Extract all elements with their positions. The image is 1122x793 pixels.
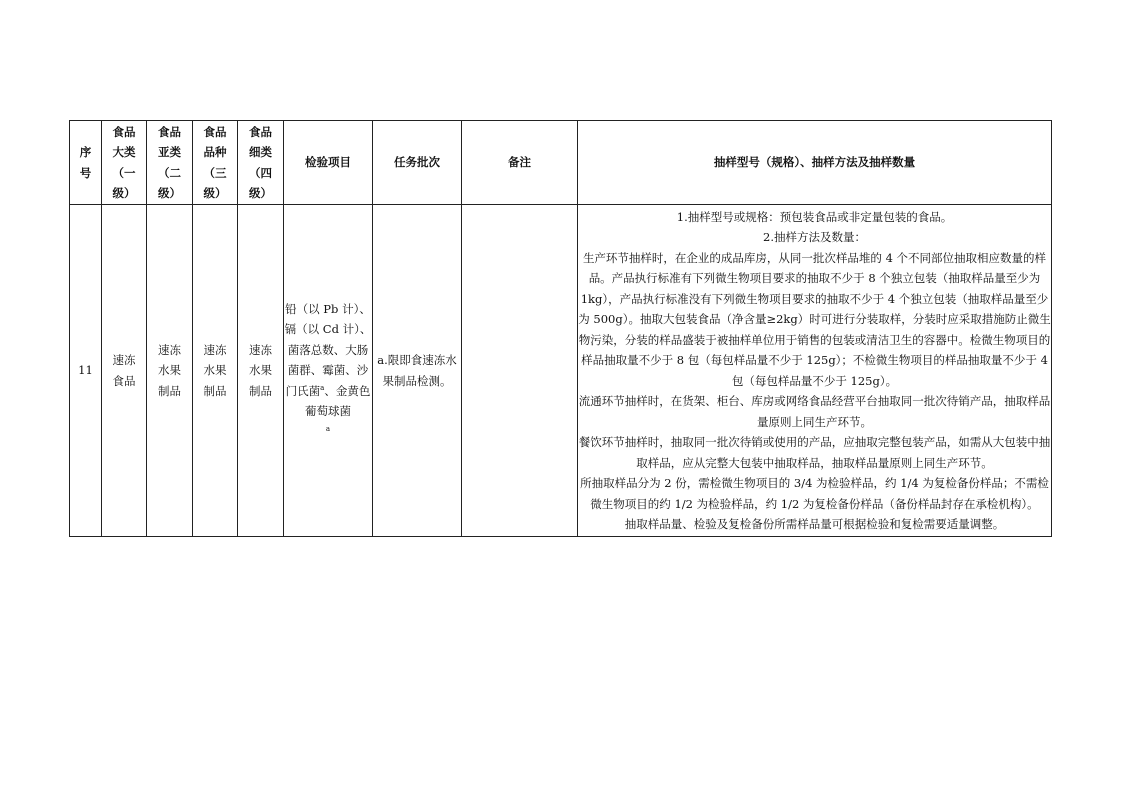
method-line: 抽取样品量、检验及复检备份所需样品量可根据检验和复检需要适量调整。 [624,517,1005,531]
sampling-table [69,120,1052,537]
header-seq: 序号 [70,121,102,205]
inspection-items-text: 铅（以 Pb 计）、镉（以 Cd 计）、菌落总数、大肠菌群、霉菌、沙门氏菌 [284,301,372,398]
method-line: 流通环节抽样时，在货架、柜台、库房或网络食品经营平台抽取同一批次待销产品，抽取样品量原则上同生产环节。 [578,394,1051,429]
header-category-level1: 食品大类（一级） [102,121,147,205]
method-line: 2.抽样方法及数量： [763,230,866,244]
cell-category-level4: 速冻水果制品 [238,205,284,537]
header-task-batch: 任务批次 [373,121,462,205]
header-sampling-method: 抽样型号（规格）、抽样方法及抽样数量 [578,121,1052,205]
header-category-level2: 食品亚类（二级） [147,121,193,205]
footnote-marker: a [320,383,325,392]
cell-seq: 11 [70,205,102,537]
cell-category-level3: 速冻水果制品 [193,205,238,537]
method-line: 所抽取样品分为 2 份，需检微生物项目的 3/4 为检验样品，约 1/4 为复检备份样品；不需检微生物项目的约 1/2 为检验样品，约 1/2 为复检备份样品（备份样品封存在承检机构）。 [580,476,1049,511]
header-category-level4: 食品细类（四级） [238,121,284,205]
header-row [70,121,1052,205]
header-category-level3: 食品品种（三级） [193,121,238,205]
cell-category-level1: 速冻食品 [102,205,147,537]
method-line: 餐饮环节抽样时，抽取同一批次待销或使用的产品，应抽取完整包装产品，如需从大包装中抽取样品，应从完整大包装中抽取样品，抽取样品量原则上同生产环节。 [578,435,1051,470]
header-remark: 备注 [462,121,578,205]
table-row [70,205,1052,537]
cell-sampling-method [578,205,1052,537]
method-line: 生产环节抽样时，在企业的成品库房，从同一批次样品堆的 4 个不同部位抽取相应数量的样品。产品执行标准有下列微生物项目要求的抽取不少于 8 个独立包装（抽取样品量至少为 1kg），产品执行标准没有下列微生物项目要求的抽取不少于 4 个独立包装（抽取样品量至少为 500g）。抽取大包装食品（净含量≥2kg）时可进行分装取样，分装时应采取措施防止微生物污染，分装的样品盛装于被抽样单位用于销售的包装或清洁卫生的容器中。检微生物项目的样品抽取量不少于 8 包（每包样品量不少于 125g）；不检微生物项目的样品抽取量不少于 4 包（每包样品量不少于 125g）。 [578,250,1051,388]
cell-category-level2: 速冻水果制品 [147,205,193,537]
header-inspection-items: 检验项目 [284,121,373,205]
inspection-items-tail: 、金黄色葡萄球菌 [305,383,371,419]
footnote-marker: a [325,424,331,433]
cell-inspection-items [284,205,373,537]
cell-task-batch: a.限即食速冻水果制品检测。 [373,205,462,537]
cell-remark [462,205,578,537]
method-line: 1.抽样型号或规格：预包装食品或非定量包装的食品。 [676,209,953,224]
